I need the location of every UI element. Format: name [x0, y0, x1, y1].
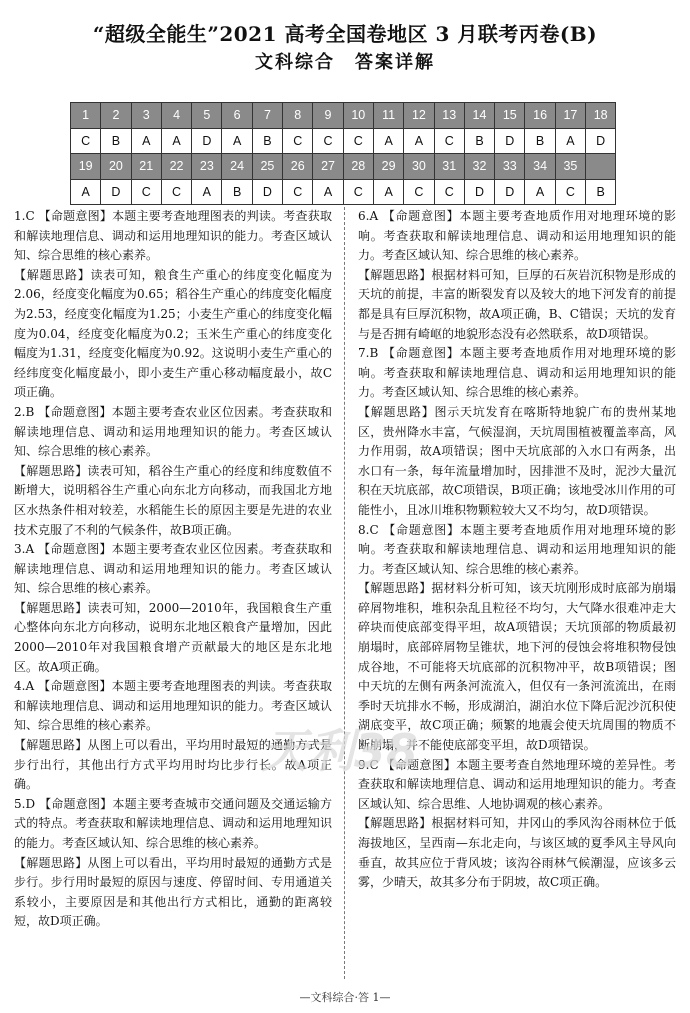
answer-cell: C [434, 128, 464, 154]
answer-cell: 8 [283, 103, 313, 129]
answer-cell: 18 [586, 103, 616, 129]
answer-cell: B [586, 179, 616, 205]
answer-cell: A [131, 128, 161, 154]
answer-cell: A [555, 128, 585, 154]
answer-cell: C [343, 179, 373, 205]
answer-cell: 24 [222, 154, 252, 180]
answer-cell: C [434, 179, 464, 205]
answer-cell: B [101, 128, 131, 154]
question-intent: 5.D 【命题意图】本题主要考查城市交通问题及交通运输方式的特点。考查获取和解读地理信息、调动和运用地理知识的能力。考查区域认知、综合思维的核心素养。 [14, 796, 332, 850]
question-intent: 3.A 【命题意图】本题主要考查农业区位因素。考查获取和解读地理信息、调动和运用地理知识的能力。考查区域认知、综合思维的核心素养。 [14, 542, 332, 596]
question-intent: 7.B 【命题意图】本题主要考查地质作用对地理环境的影响。考查获取和解读地理信息、调动和运用地理知识的能力。考查区域认知、综合思维的核心素养。 [358, 346, 676, 400]
answer-cell: C [283, 179, 313, 205]
answer-cell: C [555, 179, 585, 205]
answer-cell: 21 [131, 154, 161, 180]
answer-cell: D [586, 128, 616, 154]
answer-cell: D [101, 179, 131, 205]
document-title: “超级全能生”2021 高考全国卷地区 3 月联考丙卷(B) [92, 22, 598, 46]
answer-cell: D [192, 128, 222, 154]
answer-table-answer-row [71, 179, 616, 205]
answer-cell: A [313, 179, 343, 205]
answer-cell: 27 [313, 154, 343, 180]
answer-cell: B [525, 128, 555, 154]
answer-cell: 10 [343, 103, 373, 129]
right-column [358, 207, 676, 893]
answer-cell: C [71, 128, 101, 154]
answer-cell: 31 [434, 154, 464, 180]
answer-cell: A [161, 128, 191, 154]
question-intent: 8.C 【命题意图】本题主要考查地质作用对地理环境的影响。考查获取和解读地理信息、调动和运用地理知识的能力。考查区域认知、综合思维的核心素养。 [358, 522, 676, 576]
answer-cell: 5 [192, 103, 222, 129]
answer-cell: B [252, 128, 282, 154]
answer-cell: A [222, 128, 252, 154]
answer-cell: 16 [525, 103, 555, 129]
answer-cell: 2 [101, 103, 131, 129]
question-intent: 4.A 【命题意图】本题主要考查地理图表的判读。考查获取和解读地理信息、调动和运用地理知识的能力。考查区域认知、综合思维的核心素养。 [14, 679, 332, 733]
answer-cell: C [313, 128, 343, 154]
answer-cell: C [404, 179, 434, 205]
question-intent: 2.B 【命题意图】本题主要考查农业区位因素。考查获取和解读地理信息、调动和运用地理知识的能力。考查区域认知、综合思维的核心素养。 [14, 404, 332, 459]
answer-cell: 14 [464, 103, 494, 129]
answer-cell: 11 [373, 103, 403, 129]
answer-cell: A [71, 179, 101, 205]
question-intent: 1.C 【命题意图】本题主要考查地理图表的判读。考查获取和解读地理信息、调动和运用地理知识的能力。考查区域认知、综合思维的核心素养。 [14, 209, 332, 263]
answer-cell: D [495, 128, 525, 154]
question-intent: 6.A 【命题意图】本题主要考查地质作用对地理环境的影响。考查获取和解读地理信息、调动和运用地理知识的能力。考查区域认知、综合思维的核心素养。 [358, 209, 676, 263]
answer-table [70, 102, 616, 205]
answer-cell: 12 [404, 103, 434, 129]
answer-cell: A [373, 179, 403, 205]
answer-cell: 4 [161, 103, 191, 129]
answer-cell: 33 [495, 154, 525, 180]
answer-cell: 32 [464, 154, 494, 180]
answer-cell: 13 [434, 103, 464, 129]
answer-cell: 19 [71, 154, 101, 180]
solution-paragraph: 【解题思路】从图上可以看出，平均用时最短的通勤方式是步行出行，其他出行方式平均用时均比步行长。故A项正确。 [14, 738, 332, 792]
answer-cell: 7 [252, 103, 282, 129]
solution-paragraph: 【解题思路】读表可知，稻谷生产重心的经度和纬度数值不断增大，说明稻谷生产重心向东北方向移动，而我国北方地区水热条件相对较差，水稻能生长的原因主要是先进的农业技术克服了不利的气候条件，故B项正确。 [14, 463, 332, 537]
solution-paragraph: 【解题思路】图示天坑发育在喀斯特地貌广布的贵州某地区，贵州降水丰富，气候湿润，天坑周围植被覆盖率高，风力作用弱，故A项错误；图中天坑底部的入水口有两条，出水口有一条，每年流量增加时，因排泄不及时，泥沙大量沉积在天坑底部，故C项错误，B项正确；该地受冰川作用的可能性小，且冰川堆积物颗粒较大又不均匀，故D项错误。 [358, 404, 677, 517]
answer-cell: 34 [525, 154, 555, 180]
answer-cell: 15 [495, 103, 525, 129]
answer-cell: 1 [71, 103, 101, 129]
answer-cell: C [343, 128, 373, 154]
question-intent: 9.C 【命题意图】本题主要考查自然地理环境的差异性。考查获取和解读地理信息、调动和运用地理知识的能力。考查区域认知、综合思维、人地协调观的核心素养。 [358, 757, 676, 811]
answer-cell: D [495, 179, 525, 205]
answer-cell: A [404, 128, 434, 154]
answer-cell: C [161, 179, 191, 205]
column-divider [344, 207, 345, 979]
answer-cell: 35 [555, 154, 585, 180]
solution-paragraph: 【解题思路】根据材料可知，巨厚的石灰岩沉积物是形成的天坑的前提，丰富的断裂发育以及较大的地下河发育的前提都是具有巨厚沉积物，故A项正确，B、C错误；天坑的发育与是否拥有崎岖的地貌形态没有必然联系，故D项错误。 [358, 267, 676, 341]
answer-cell: 3 [131, 103, 161, 129]
solution-paragraph: 【解题思路】读表可知，2000—2010年，我国粮食生产重心整体向东北方向移动，说明东北地区粮食产量增加，因此2000—2010年对我国粮食增产贡献最大的地区是东北地区。故A项正确。 [14, 600, 332, 674]
answer-table-number-row [71, 103, 616, 129]
answer-cell: A [373, 128, 403, 154]
answer-cell: 6 [222, 103, 252, 129]
empty-cell [586, 154, 616, 180]
answer-cell: 20 [101, 154, 131, 180]
answer-cell: 9 [313, 103, 343, 129]
answer-cell: 26 [283, 154, 313, 180]
watermark: 天利38 [262, 724, 419, 778]
answer-cell: 22 [161, 154, 191, 180]
answer-cell: C [131, 179, 161, 205]
answer-cell: 25 [252, 154, 282, 180]
answer-cell: A [525, 179, 555, 205]
solution-paragraph: 【解题思路】从图上可以看出，平均用时最短的通勤方式是步行。步行用时最短的原因与速度、停留时间、专用通道关系较小，主要原因是和其他出行方式相比，通勤的距离较短，故D项正确。 [14, 855, 332, 929]
answer-cell: D [252, 179, 282, 205]
answer-cell: B [222, 179, 252, 205]
answer-cell: D [464, 179, 494, 205]
answer-cell: 23 [192, 154, 222, 180]
answer-cell: B [464, 128, 494, 154]
answer-cell: 28 [343, 154, 373, 180]
document-subtitle: 文科综合 答案详解 [255, 52, 435, 73]
answer-cell: A [192, 179, 222, 205]
solution-paragraph: 【解题思路】根据材料可知，井冈山的季风沟谷雨林位于低海拔地区，呈西南—东北走向，与该区域的夏季风主导风向垂直，故其应位于背风坡；该沟谷雨林气候潮湿，应该多云雾，少晴天，故其多分布于阴坡，故C项正确。 [358, 816, 676, 890]
answer-table-answer-row [71, 128, 616, 154]
answer-cell: C [283, 128, 313, 154]
answer-cell: 17 [555, 103, 585, 129]
answer-table-number-row [71, 154, 616, 180]
solution-paragraph: 【解题思路】据材料分析可知，该天坑刚形成时底部为崩塌碎屑物堆积，堆积杂乱且粒径不均匀，大气降水很难冲走大碎块而使底部变得平坦，故A项错误；天坑顶部的物质最初崩塌时，底部碎屑物呈锥状，地下河的侵蚀会将堆积物侵蚀成谷地，不可能将天坑底部的沉积物冲平，故B项错误；图中天坑的左侧有两条河流流入，但仅有一条河流流出，在雨季时天坑排水不畅，形成湖泊，湖泊水位下降后泥沙沉积使湖底变平，故C项正确；频繁的地震会使天坑周围的物质不断崩塌，并不能使底部变平坦，故D项错误。 [358, 581, 676, 753]
page-footer: —文科综合·答 1— [299, 991, 391, 1004]
answer-cell: 30 [404, 154, 434, 180]
left-column [14, 207, 332, 932]
answer-cell: 29 [373, 154, 403, 180]
solution-paragraph: 【解题思路】读表可知，粮食生产重心的纬度变化幅度为2.06，经度变化幅度为0.65；稻谷生产重心的纬度变化幅度为2.53，经度变化幅度为1.25；小麦生产重心的纬度变化幅度为0.04，经度变化幅度为0.2；玉米生产重心的纬度变化幅度为1.31，经度变化幅度为0.92。这说明小麦生产重心的经纬度变化幅度最小，即小麦生产重心移动幅度最小，故C项正确。 [14, 267, 332, 400]
